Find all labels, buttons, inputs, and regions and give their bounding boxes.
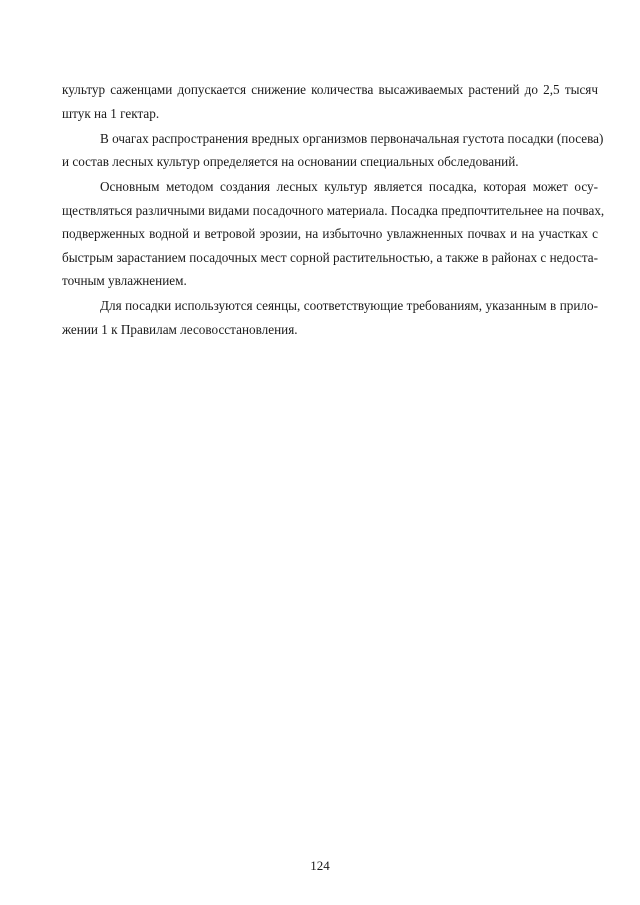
paragraph-line: Для посадки используются сеянцы, соответствующие требованиям, указанным в прило-: [100, 298, 598, 313]
paragraph-line: точным увлажнением.: [62, 273, 187, 288]
paragraph-line: и состав лесных культур определяется на основании специальных обследований.: [62, 154, 519, 169]
paragraph-line: подверженных водной и ветровой эрозии, на избыточно увлажненных почвах и на участках с: [62, 226, 598, 241]
paragraph-3: [62, 175, 605, 293]
paragraph-line: ществляться различными видами посадочного материала. Посадка предпочтительнее на почвах,: [62, 202, 605, 218]
paragraph-2: [62, 127, 604, 174]
paragraph-1: [62, 78, 598, 125]
paragraph-line: штук на 1 гектар.: [62, 105, 160, 121]
paragraph-4: [62, 294, 598, 341]
page-number: 124: [310, 858, 330, 873]
body-text: [62, 78, 605, 341]
paragraph-line: Основным методом создания лесных культур является посадка, которая может осу-: [100, 179, 598, 194]
paragraph-line: жении 1 к Правилам лесовосстановления.: [62, 321, 298, 337]
paragraph-line: культур саженцами допускается снижение количества высаживаемых растений до 2,5 тысяч: [62, 82, 598, 97]
paragraph-line: В очагах распространения вредных организмов первоначальная густота посадки (посева): [100, 130, 604, 146]
paragraph-line: быстрым зарастанием посадочных мест сорной растительностью, а также в районах с недоста-: [62, 249, 598, 265]
